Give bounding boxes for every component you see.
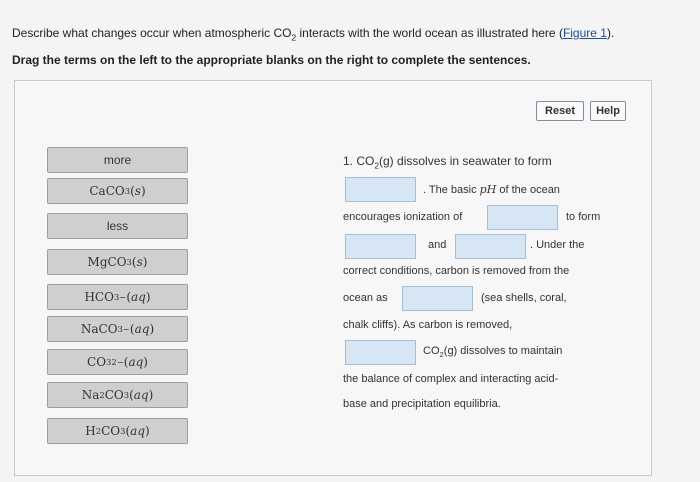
term-h2co3[interactable]: H 2 CO 3 ( aq ) — [47, 418, 188, 444]
blank-4[interactable] — [455, 234, 526, 259]
reset-button[interactable]: Reset — [536, 101, 584, 121]
sentence-line-4b: . Under the — [530, 239, 585, 251]
blank-1[interactable] — [345, 177, 416, 202]
blank-6[interactable] — [345, 340, 416, 365]
question-instruction: Describe what changes occur when atmospheric $CO_2$ interacts with the world ocean as illustrated here (Figure 1). — [12, 26, 615, 43]
sentence-line-5: correct conditions, carbon is removed from the — [343, 265, 570, 277]
term-naco3[interactable]: NaCO 3 − ( aq ) — [47, 316, 188, 342]
sentence-line-2: . The basic pH of the ocean — [423, 183, 560, 196]
sentence-line-3b: to form — [566, 211, 601, 223]
sentence-line-7: chalk cliffs). As carbon is removed, — [343, 319, 513, 331]
sentence-line-10: base and precipitation equilibria. — [343, 398, 501, 410]
term-hco3[interactable]: HCO 3 − ( aq ) — [47, 284, 188, 310]
drag-drop-panel — [14, 80, 652, 476]
sentence-line-1: 1. $CO_2(g)$ dissolves in seawater to form — [343, 154, 552, 171]
sentence-line-8: $CO_2(g)$ dissolves to maintain — [423, 345, 563, 360]
term-less[interactable]: less — [47, 213, 188, 239]
term-mgco3[interactable]: MgCO 3 ( s ) — [47, 249, 188, 275]
term-na2co3[interactable]: Na 2 CO 3 ( aq ) — [47, 382, 188, 408]
figure-link[interactable]: Figure 1 — [562, 26, 607, 40]
sentence-line-6: ocean as — [343, 292, 388, 304]
sentence-and: and — [428, 239, 447, 251]
blank-5[interactable] — [402, 286, 473, 311]
help-button[interactable]: Help — [590, 101, 626, 121]
term-more[interactable]: more — [47, 147, 188, 173]
sentence-line-9: the balance of complex and interacting acid- — [343, 373, 559, 385]
blank-2[interactable] — [487, 205, 558, 230]
drag-instruction: Drag the terms on the left to the appropriate blanks on the right to complete the sentences. — [12, 53, 531, 67]
term-co3[interactable]: CO 3 2− ( aq ) — [47, 349, 188, 375]
sentence-line-6b: (sea shells, coral, — [481, 292, 567, 304]
term-caco3[interactable]: CaCO 3 ( s ) — [47, 178, 188, 204]
sentence-line-3: encourages ionization of — [343, 211, 463, 223]
blank-3[interactable] — [345, 234, 416, 259]
